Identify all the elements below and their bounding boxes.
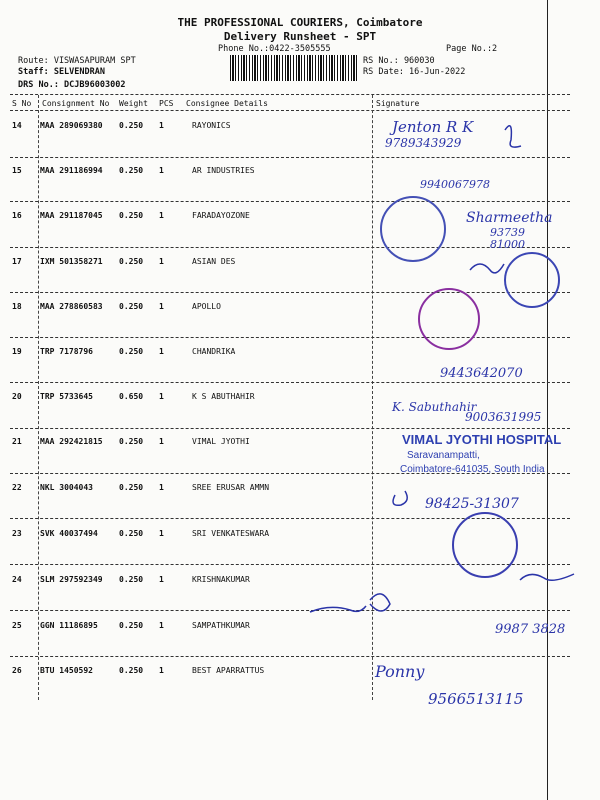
row-consignee: SAMPATHKUMAR [192,621,250,630]
row-weight: 0.250 [119,347,144,356]
row-pcs: 1 [159,437,164,446]
row-pcs: 1 [159,257,164,266]
row-pcs: 1 [159,347,164,356]
row-consignee: AR INDUSTRIES [192,166,255,175]
signature-number: 93739 [490,226,525,239]
row-consignment: TRP 7178796 [40,347,93,356]
hospital-stamp-name: VIMAL JYOTHI HOSPITAL [402,432,562,447]
row-pcs: 1 [159,483,164,492]
row-weight: 0.250 [119,483,144,492]
col-header-signature: Signature [376,99,420,108]
row-consignment: MAA 278860583 [40,302,103,311]
row-consignment: TRP 5733645 [40,392,93,401]
row-sno: 25 [12,621,22,630]
row-consignment: MAA 289069380 [40,121,103,130]
page-number: Page No.:2 [446,44,498,54]
row-pcs: 1 [159,166,164,175]
signature-phone: 9987 3828 [495,622,566,637]
row-pcs: 1 [159,211,164,220]
phone-number: Phone No.:0422-3505555 [218,44,331,54]
row-consignee: SREE ERUSAR AMMN [192,483,270,492]
route-label: Route: VISWASAPURAM SPT [18,56,136,66]
row-consignee: K S ABUTHAHIR [192,392,255,401]
row-consignment: MAA 292421815 [40,437,103,446]
col-header-weight: Weight [119,99,148,108]
row-consignment: MAA 291187045 [40,211,103,220]
row-weight: 0.250 [119,666,144,675]
row-sno: 18 [12,302,22,311]
row-sno: 19 [12,347,22,356]
signature-text: Sharmeetha [466,210,553,226]
row-sno: 24 [12,575,22,584]
signature-phone: 98425-31307 [425,496,519,512]
row-weight: 0.250 [119,211,144,220]
col-header-consignee: Consignee Details [186,99,268,108]
row-weight: 0.250 [119,575,144,584]
row-pcs: 1 [159,121,164,130]
row-consignment: IXM 501358271 [40,257,103,266]
row-consignee: SRI VENKATESWARA [192,529,270,538]
row-consignment: GGN 11186895 [40,621,98,630]
company-title: THE PROFESSIONAL COURIERS, Coimbatore [177,16,423,29]
row-consignee: RAYONICS [192,121,231,130]
row-pcs: 1 [159,392,164,401]
row-pcs: 1 [159,529,164,538]
signature-phone: 9789343929 [385,136,462,150]
row-consignment: NKL 3004043 [40,483,93,492]
rs-date: RS Date: 16-Jun-2022 [363,67,466,77]
row-sno: 20 [12,392,22,401]
row-consignment: BTU 1450592 [40,666,93,675]
row-pcs: 1 [159,666,164,675]
row-sno: 23 [12,529,22,538]
drs-label: DRS No.: DCJB96003002 [18,80,126,90]
row-weight: 0.250 [119,437,144,446]
row-consignee: BEST APARRATTUS [192,666,265,675]
row-sno: 16 [12,211,22,220]
row-weight: 0.250 [119,166,144,175]
hospital-stamp-line: Coimbatore-641035, South India [400,464,545,475]
row-pcs: 1 [159,302,164,311]
signature-phone: 9940067978 [420,178,490,191]
row-weight: 0.250 [119,302,144,311]
row-sno: 21 [12,437,22,446]
hospital-stamp-line: Saravanampatti, [407,450,480,461]
col-header-sno: S No [12,99,32,108]
row-pcs: 1 [159,621,164,630]
row-sno: 26 [12,666,22,675]
signature-text: Jenton R K [392,118,474,136]
rs-number: RS No.: 960030 [363,56,435,66]
row-weight: 0.250 [119,529,144,538]
signature-number: 81000 [490,238,525,251]
col-header-consignment: Consignment No [42,99,110,108]
row-consignee: KRISHNAKUMAR [192,575,250,584]
row-weight: 0.250 [119,121,144,130]
signature-text: K. Sabuthahir [392,400,477,414]
col-header-pcs: PCS [159,99,174,108]
row-sno: 14 [12,121,22,130]
row-consignee: FARADAYOZONE [192,211,250,220]
row-sno: 15 [12,166,22,175]
row-consignee: APOLLO [192,302,221,311]
row-consignment: SVK 40037494 [40,529,98,538]
row-consignee: ASIAN DES [192,257,236,266]
row-sno: 17 [12,257,22,266]
sheet-title: Delivery Runsheet - SPT [223,30,377,43]
row-pcs: 1 [159,575,164,584]
row-sno: 22 [12,483,22,492]
row-consignment: SLM 297592349 [40,575,103,584]
row-consignee: CHANDRIKA [192,347,236,356]
staff-label: Staff: SELVENDRAN [18,67,105,77]
row-consignee: VIMAL JYOTHI [192,437,250,446]
signature-phone: 9003631995 [465,410,542,424]
signature-phone: 9566513115 [428,690,524,708]
signature-text: Ponny [375,662,425,681]
row-weight: 0.250 [119,621,144,630]
row-weight: 0.650 [119,392,144,401]
signature-phone: 9443642070 [440,366,523,381]
row-consignment: MAA 291186994 [40,166,103,175]
row-weight: 0.250 [119,257,144,266]
